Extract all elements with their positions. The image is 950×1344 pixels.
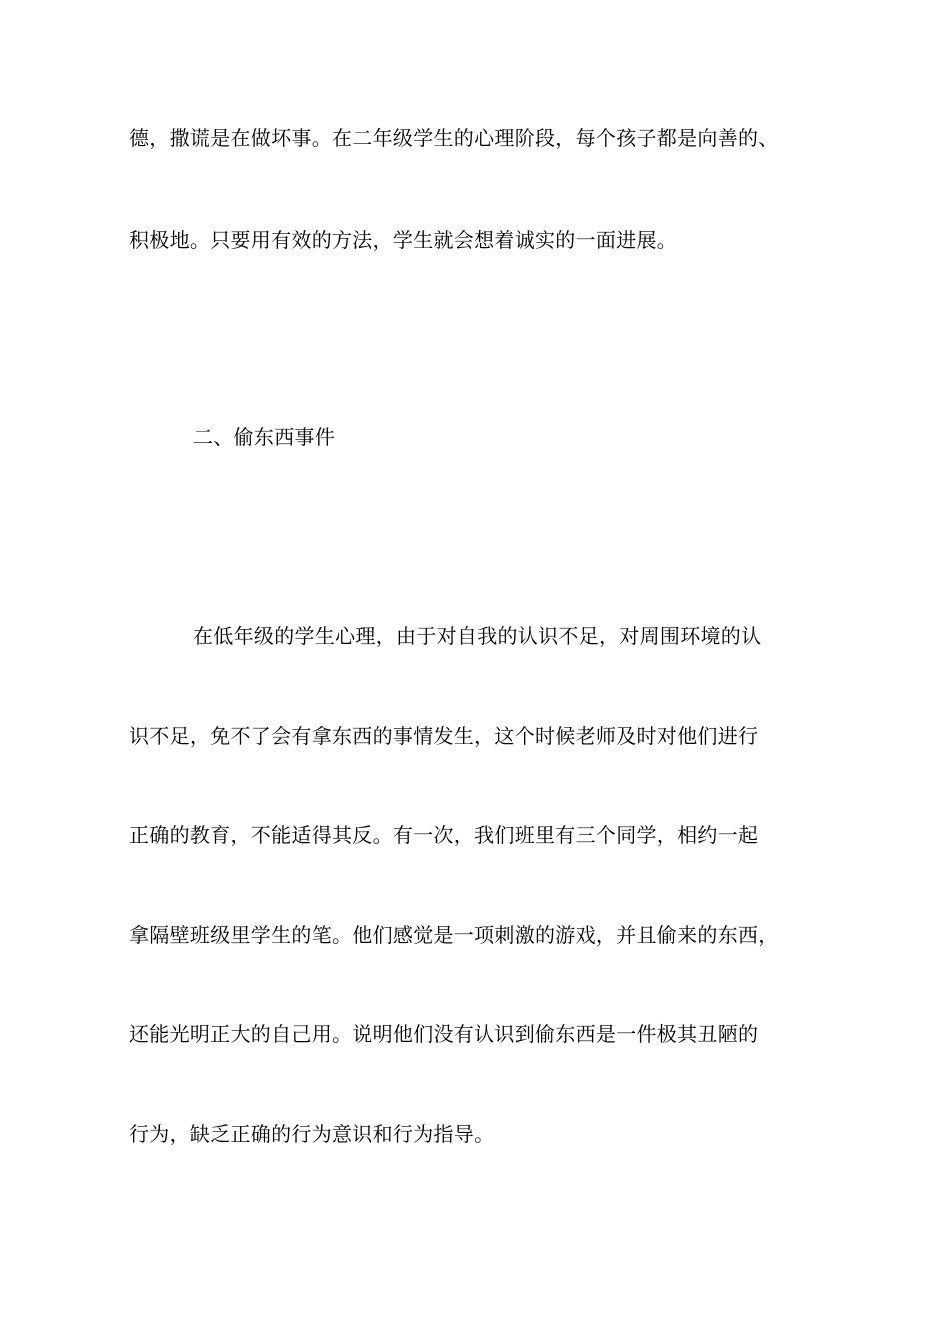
paragraph-line: 还能光明正大的自己用。说明他们没有认识到偷东西是一件极其丑陋的 <box>129 1022 759 1046</box>
paragraph-line: 识不足，免不了会有拿东西的事情发生，这个时候老师及时对他们进行 <box>129 724 759 748</box>
section-heading: 二、偷东西事件 <box>193 425 336 449</box>
paragraph-line: 德，撒谎是在做坏事。在二年级学生的心理阶段，每个孩子都是向善的、 <box>129 126 779 150</box>
paragraph-line: 在低年级的学生心理，由于对自我的认识不足，对周围环境的认 <box>193 624 762 648</box>
paragraph-line: 拿隔壁班级里学生的笔。他们感觉是一项刺激的游戏，并且偷来的东西， <box>129 923 779 947</box>
paragraph-line: 正确的教育，不能适得其反。有一次，我们班里有三个同学，相约一起 <box>129 823 759 847</box>
paragraph-line: 行为，缺乏正确的行为意识和行为指导。 <box>129 1122 495 1146</box>
paragraph-line: 积极地。只要用有效的方法，学生就会想着诚实的一面进展。 <box>129 228 678 252</box>
